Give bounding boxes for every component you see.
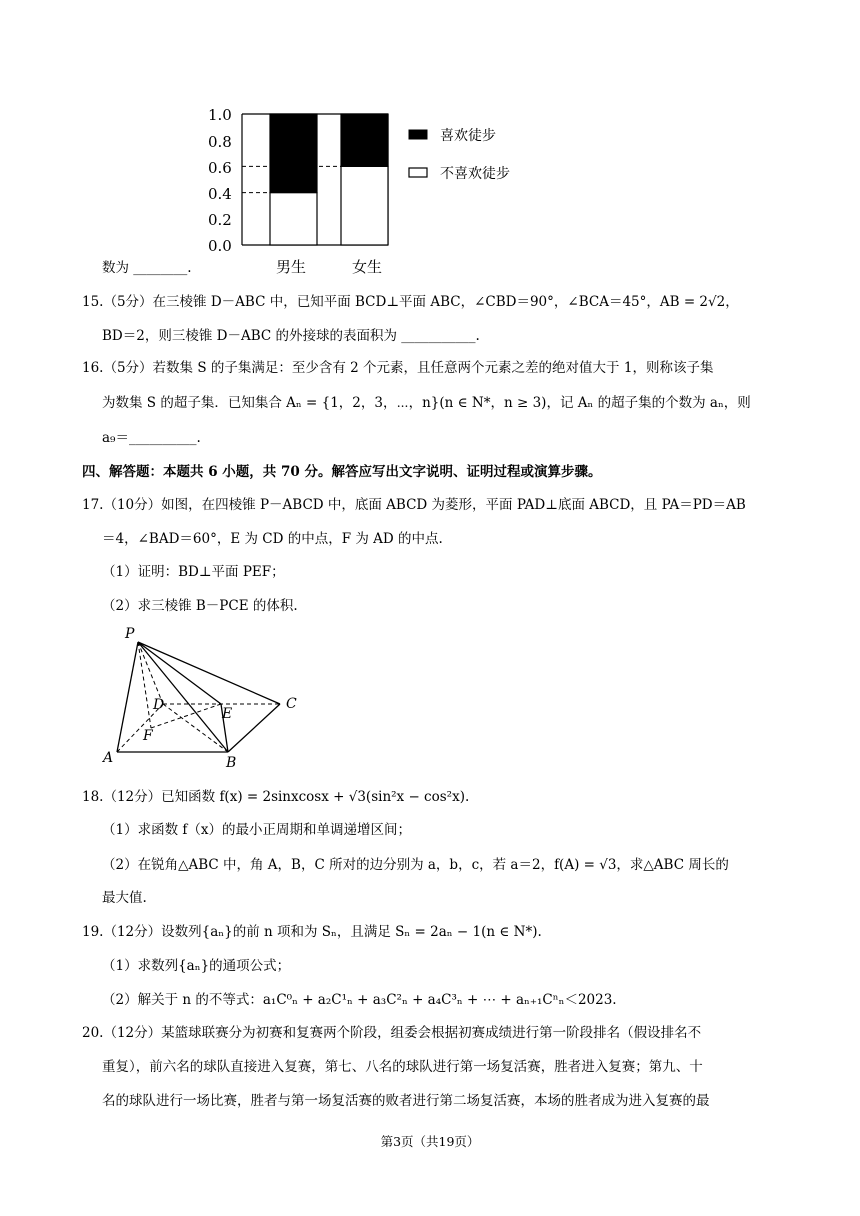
edge-BC (228, 704, 280, 752)
bar-like-0 (270, 114, 317, 193)
q17-sub2: （2）求三棱锥 B－PCE 的体积. (102, 598, 298, 614)
page-footer: 第3页（共19页） (380, 1134, 480, 1149)
label-E: E (222, 706, 233, 722)
q17-sub1: （1）证明：BD⊥平面 PEF； (102, 564, 285, 580)
edge-PA (117, 642, 138, 752)
q18-sub2b: 最大值. (102, 890, 147, 906)
q20-line1: 20.（12分）某篮球联赛分为初赛和复赛两个阶段，组委会根据初赛成绩进行第一阶段排名（假设排名不 (82, 1025, 702, 1041)
q19-line1: 19.（12分）设数列{aₙ}的前 n 项和为 Sₙ，且满足 Sₙ = 2aₙ − 1(n ∈ N*). (82, 924, 542, 940)
label-C: C (286, 696, 297, 712)
y-tick-0.2: 0.2 (208, 211, 232, 229)
pyramid-svg (95, 622, 315, 772)
legend-swatch-dislike (409, 168, 427, 177)
q14-answer-line: 数为 ________. (102, 260, 192, 276)
y-tick-0.8: 0.8 (208, 133, 232, 151)
legend-swatch-like (409, 130, 427, 139)
q16-line3: a₉＝__________. (102, 430, 201, 446)
legend-dislike-label: 不喜欢徒步 (440, 166, 510, 182)
label-A: A (103, 750, 114, 766)
q20-line3: 名的球队进行一场比赛，胜者与第一场复活赛的败者进行第二场复活赛，本场的胜者成为进入复赛的最 (102, 1093, 710, 1109)
stacked-bar-chart (0, 0, 860, 280)
y-tick-0.4: 0.4 (208, 185, 232, 203)
q16-line1: 16.（5分）若数集 S 的子集满足：至少含有 2 个元素，且任意两个元素之差的绝对值大于 1，则称该子集 (82, 360, 714, 376)
legend-like-label: 喜欢徒步 (440, 128, 496, 144)
label-B: B (226, 755, 237, 771)
label-P: P (125, 626, 135, 642)
bar-dislike-1 (341, 166, 388, 245)
q20-line2: 重复），前六名的球队直接进入复赛，第七、八名的球队进行第一场复活赛，胜者进入复赛；第九、十 (102, 1059, 703, 1075)
q18-line1: 18.（12分）已知函数 f(x) = 2sinxcosx + √3(sin²x − cos²x). (82, 789, 470, 805)
q16-line2: 为数集 S 的超子集．已知集合 Aₙ = {1，2，3，⋯，n}(n ∈ N*，n ≥ 3)，记 Aₙ 的超子集的个数为 aₙ，则 (102, 395, 751, 411)
y-tick-1.0: 1.0 (208, 106, 232, 124)
q15-line2: BD＝2，则三棱锥 D－ABC 的外接球的表面积为 ___________. (102, 328, 480, 344)
q15-line1: 15.（5分）在三棱锥 D－ABC 中，已知平面 BCD⊥平面 ABC，∠CBD＝90°，∠BCA＝45°，AB = 2√2， (82, 294, 739, 310)
q18-sub2: （2）在锐角△ABC 中，角 A，B，C 所对的边分别为 a，b，c，若 a＝2，f(A) = √3，求△ABC 周长的 (102, 857, 729, 873)
pyramid-figure (95, 622, 315, 772)
q19-sub2: （2）解关于 n 的不等式：a₁C⁰ₙ + a₂C¹ₙ + a₃C²ₙ + a₄C³ₙ + ⋯ + aₙ₊₁Cⁿₙ＜2023. (102, 992, 617, 1008)
section4-heading: 四、解答题：本题共 6 小题，共 70 分。解答应写出文字说明、证明过程或演算步骤。 (82, 464, 602, 480)
x-label-male: 男生 (276, 258, 307, 276)
edge-DB (163, 704, 228, 752)
bar-like-1 (341, 114, 388, 166)
label-F: F (143, 728, 153, 744)
chart-svg (0, 0, 860, 280)
y-tick-0.6: 0.6 (208, 159, 232, 177)
label-D: D (153, 697, 165, 713)
bar-dislike-0 (270, 193, 317, 245)
x-label-female: 女生 (352, 258, 383, 276)
q17-line2: ＝4，∠BAD＝60°，E 为 CD 的中点，F 为 AD 的中点. (102, 531, 443, 547)
q17-line1: 17.（10分）如图，在四棱锥 P－ABCD 中，底面 ABCD 为菱形，平面 PAD⊥底面 ABCD，且 PA＝PD＝AB (82, 497, 746, 513)
y-tick-0.0: 0.0 (208, 237, 232, 255)
q19-sub1: （1）求数列{aₙ}的通项公式； (102, 958, 291, 974)
q18-sub1: （1）求函数 f（x）的最小正周期和单调递增区间； (102, 822, 411, 838)
